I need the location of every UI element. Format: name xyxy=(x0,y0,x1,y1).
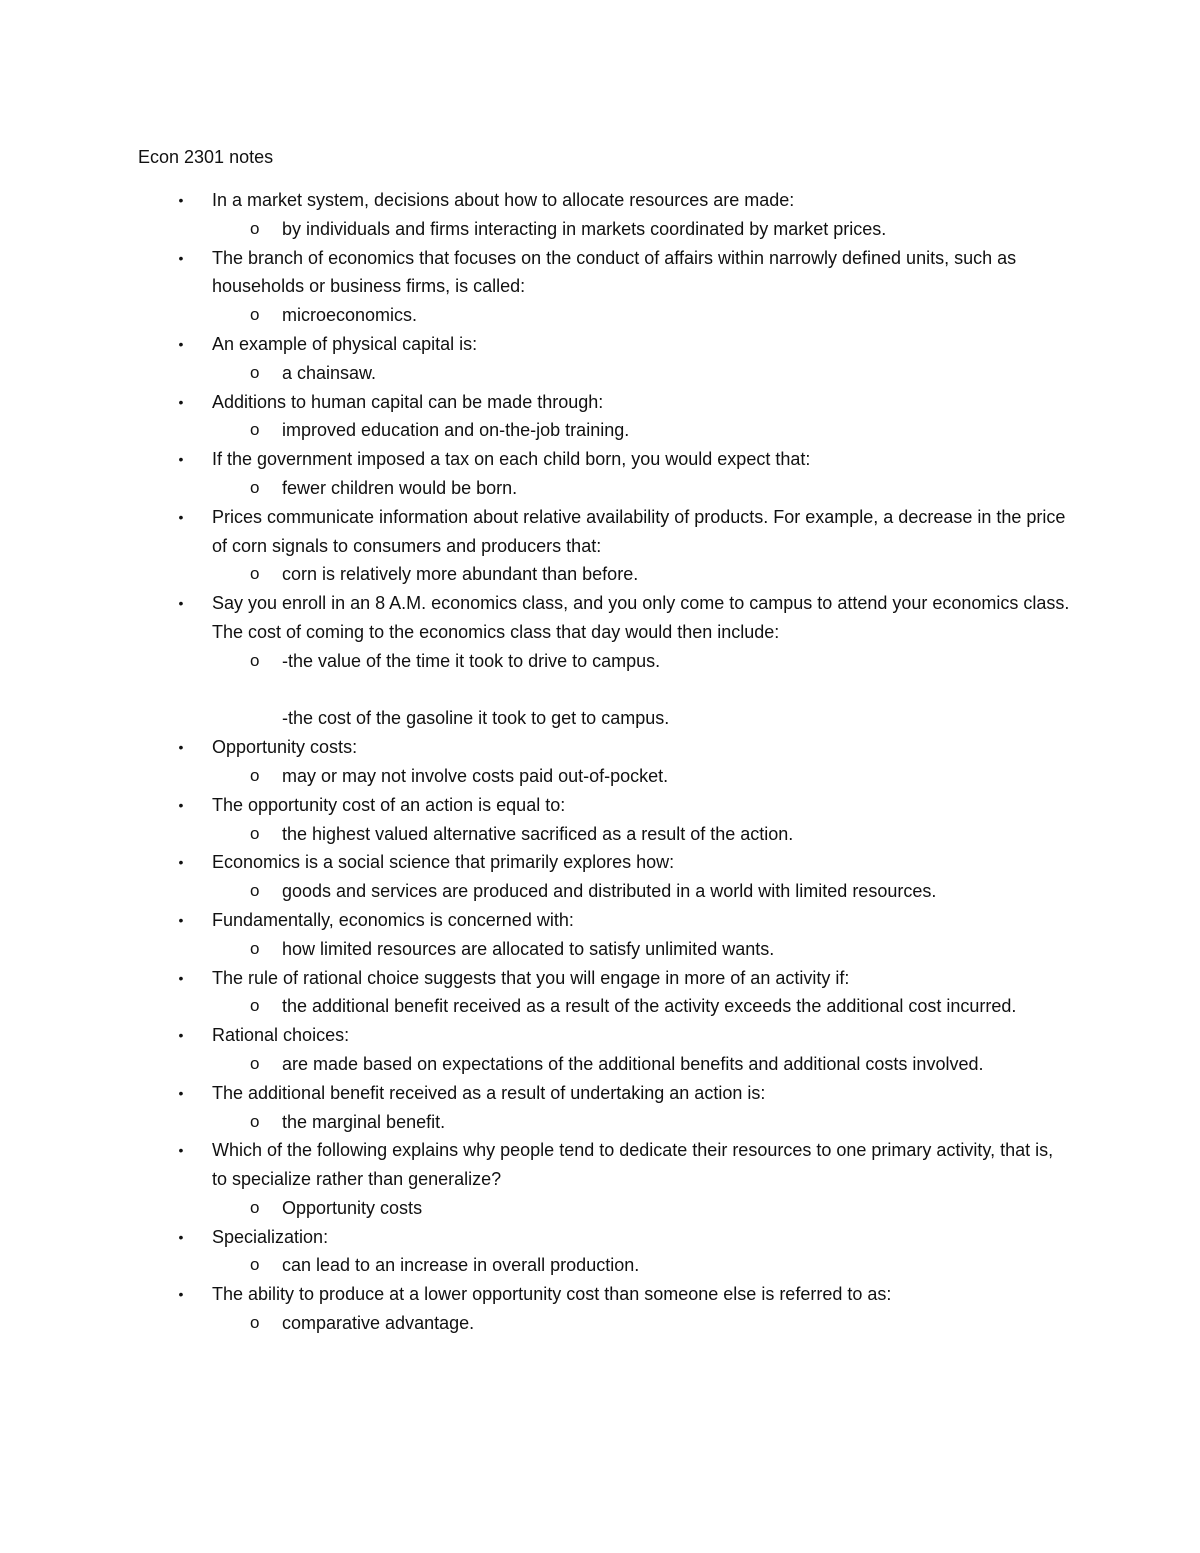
answer-blank-line xyxy=(282,676,1082,705)
sub-bullet-icon: o xyxy=(250,420,260,440)
question-text: In a market system, decisions about how to allocate resources are made: xyxy=(212,190,795,210)
answer-text: the highest valued alternative sacrificed as a result of the action. xyxy=(282,823,794,844)
bullet-icon: • xyxy=(178,911,184,928)
notes-list xyxy=(0,186,1200,1338)
question-text: The rule of rational choice suggests that you will engage in more of an activity if: xyxy=(212,967,850,988)
note-answer xyxy=(0,762,1082,791)
sub-bullet-icon: o xyxy=(250,564,260,584)
sub-bullet-icon: o xyxy=(250,362,260,382)
answer-text: how limited resources are allocated to satisfy unlimited wants. xyxy=(282,938,775,959)
note-answer xyxy=(0,416,1082,445)
note-answer xyxy=(0,1050,1082,1079)
question-text: Additions to human capital can be made through: xyxy=(212,391,604,412)
question-text: Fundamentally, economics is concerned with: xyxy=(212,909,574,930)
note-question xyxy=(0,791,1072,820)
note-answer xyxy=(0,301,1082,330)
bullet-icon: • xyxy=(178,192,184,208)
question-text: The opportunity cost of an action is equal to: xyxy=(212,794,566,815)
note-question xyxy=(0,848,1072,877)
sub-bullet-icon: o xyxy=(250,305,260,325)
answer-text: can lead to an increase in overall production. xyxy=(282,1255,640,1276)
answer-text: microeconomics. xyxy=(282,305,418,326)
bullet-icon: • xyxy=(178,1228,184,1245)
sub-bullet-icon: o xyxy=(250,938,260,958)
answer-text: corn is relatively more abundant than before. xyxy=(282,564,639,585)
sub-bullet-icon: o xyxy=(250,765,260,785)
answer-text: are made based on expectations of the additional benefits and additional costs involved. xyxy=(282,1053,984,1074)
sub-bullet-icon: o xyxy=(250,1313,260,1333)
sub-bullet-icon: o xyxy=(250,823,260,843)
note-question xyxy=(0,733,1072,762)
bullet-icon: • xyxy=(178,249,184,266)
bullet-icon: • xyxy=(178,1084,184,1101)
question-text: Prices communicate information about relative availability of products. For example, a decrease in the price of corn signals to consumers and producers that: xyxy=(212,506,1066,556)
note-answer xyxy=(0,647,1082,733)
question-text: Which of the following explains why people tend to dedicate their resources to one primary activity, that is, to specialize rather than generalize? xyxy=(212,1140,1054,1190)
question-text: Say you enroll in an 8 A.M. economics class, and you only come to campus to attend your economics class. The cost of coming to the economics class that day would then include: xyxy=(212,593,1070,642)
note-answer xyxy=(0,1309,1082,1338)
bullet-icon: • xyxy=(178,393,184,410)
answer-text: may or may not involve costs paid out-of-pocket. xyxy=(282,765,669,786)
note-answer xyxy=(0,992,1082,1021)
note-answer xyxy=(0,820,1082,849)
question-text: Economics is a social science that primarily explores how: xyxy=(212,852,675,873)
bullet-icon: • xyxy=(178,595,184,612)
bullet-icon: • xyxy=(178,451,184,468)
answer-text: -the cost of the gasoline it took to get to campus. xyxy=(282,708,670,729)
bullet-icon: • xyxy=(178,854,184,871)
note-question xyxy=(0,445,1072,474)
note-question xyxy=(0,330,1072,359)
bullet-icon: • xyxy=(178,739,184,756)
question-text: Opportunity costs: xyxy=(212,737,358,758)
note-answer xyxy=(0,474,1082,503)
sub-bullet-icon: o xyxy=(250,1111,260,1131)
bullet-icon: • xyxy=(178,969,184,986)
note-question xyxy=(0,1223,1072,1252)
note-question xyxy=(0,589,1072,647)
note-question xyxy=(0,1136,1072,1194)
answer-text: Opportunity costs xyxy=(282,1197,423,1218)
question-text: The additional benefit received as a result of undertaking an action is: xyxy=(212,1082,766,1103)
answer-text: fewer children would be born. xyxy=(282,477,518,498)
note-question xyxy=(0,1079,1072,1108)
question-text: The branch of economics that focuses on the conduct of affairs within narrowly defined units, such as households or business firms, is called: xyxy=(212,247,1017,297)
answer-text: by individuals and firms interacting in markets coordinated by market prices. xyxy=(282,218,887,239)
sub-bullet-icon: o xyxy=(250,996,260,1016)
note-question xyxy=(0,186,1072,215)
bullet-icon: • xyxy=(178,1142,184,1159)
question-text: An example of physical capital is: xyxy=(212,333,478,354)
note-question xyxy=(0,964,1072,993)
sub-bullet-icon: o xyxy=(250,1053,260,1073)
sub-bullet-icon: o xyxy=(250,218,260,238)
question-text: Rational choices: xyxy=(212,1025,350,1046)
answer-text: goods and services are produced and distributed in a world with limited resources. xyxy=(282,881,937,902)
note-question xyxy=(0,1021,1072,1050)
document-title: Econ 2301 notes xyxy=(138,147,274,167)
answer-text: improved education and on-the-job training. xyxy=(282,420,630,441)
sub-bullet-icon: o xyxy=(250,881,260,901)
answer-text: -the value of the time it took to drive to campus. xyxy=(282,650,661,671)
bullet-icon: • xyxy=(178,1027,184,1044)
note-question xyxy=(0,503,1072,561)
answer-text: a chainsaw. xyxy=(282,362,377,383)
sub-bullet-icon: o xyxy=(250,1197,260,1217)
answer-text: the additional benefit received as a result of the activity exceeds the additional cost incurred. xyxy=(282,996,1017,1017)
note-answer xyxy=(0,215,1082,244)
sub-bullet-icon: o xyxy=(250,477,260,497)
question-text: Specialization: xyxy=(212,1226,329,1247)
sub-bullet-icon: o xyxy=(250,1255,260,1275)
note-question xyxy=(0,1280,1072,1309)
note-answer xyxy=(0,1108,1082,1137)
answer-text: the marginal benefit. xyxy=(282,1111,446,1132)
note-question xyxy=(0,906,1072,935)
note-question xyxy=(0,388,1072,417)
note-question xyxy=(0,244,1072,302)
note-answer xyxy=(0,877,1082,906)
answer-text: comparative advantage. xyxy=(282,1313,475,1334)
bullet-icon: • xyxy=(178,796,184,813)
note-answer xyxy=(0,1251,1082,1280)
note-answer xyxy=(0,359,1082,388)
question-text: If the government imposed a tax on each child born, you would expect that: xyxy=(212,449,811,470)
note-answer xyxy=(0,560,1082,589)
sub-bullet-icon: o xyxy=(250,650,260,670)
question-text: The ability to produce at a lower opportunity cost than someone else is referred to as: xyxy=(212,1284,892,1305)
bullet-icon: • xyxy=(178,1286,184,1303)
bullet-icon: • xyxy=(178,335,184,352)
note-answer xyxy=(0,935,1082,964)
note-answer xyxy=(0,1194,1082,1223)
bullet-icon: • xyxy=(178,508,184,525)
